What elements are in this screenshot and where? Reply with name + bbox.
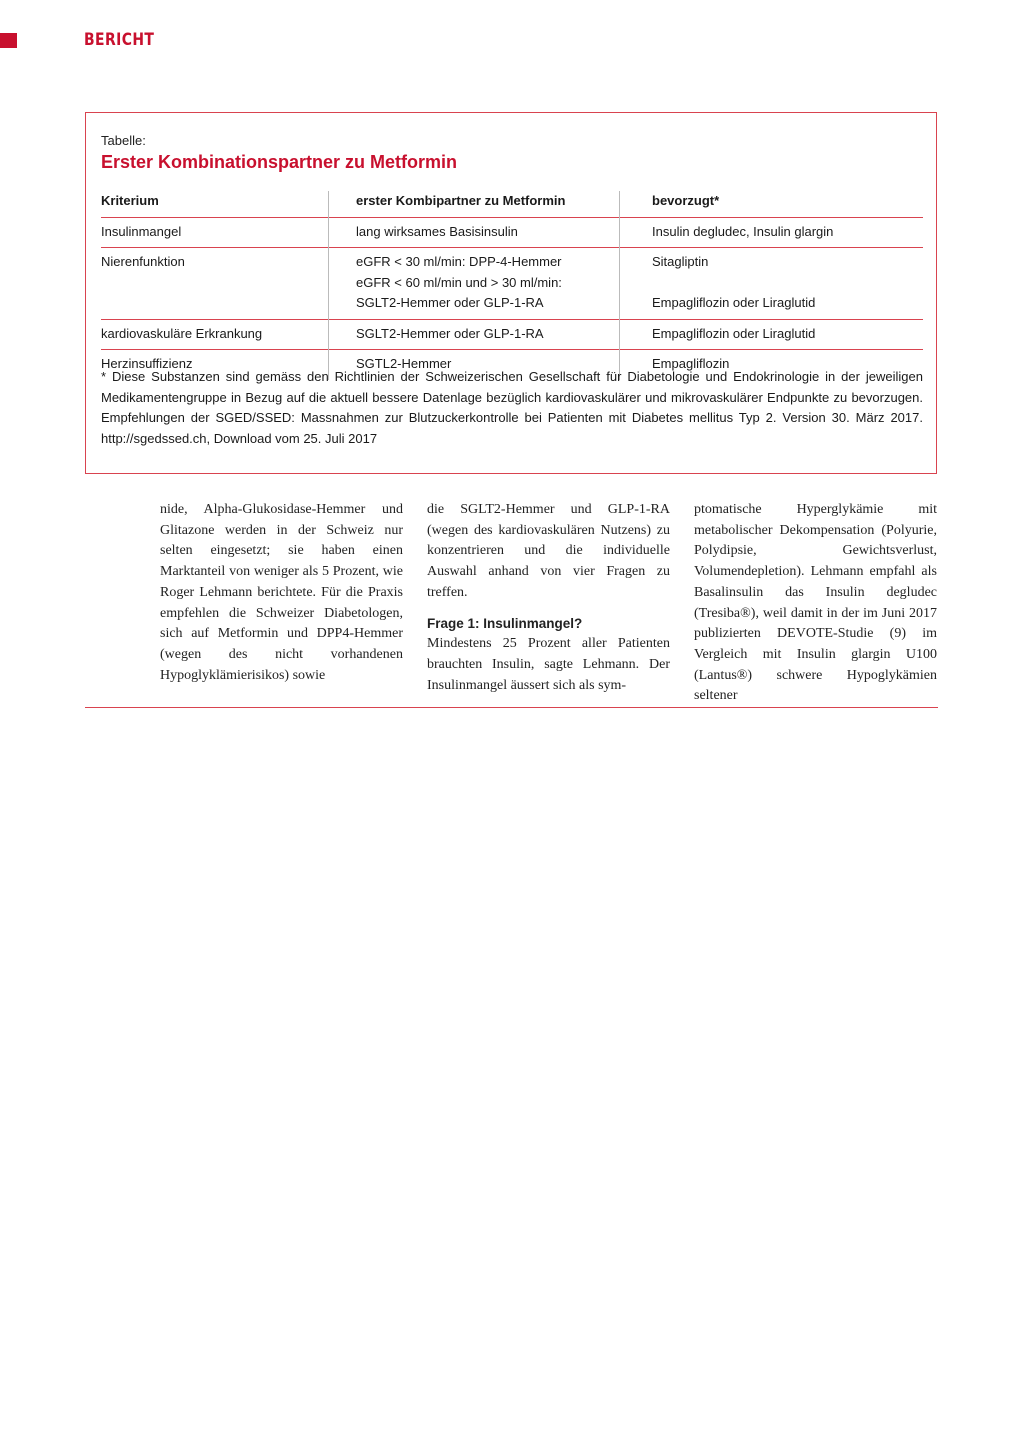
table-footnote: * Diese Substanzen sind gemäss den Richtlinien der Schweizerischen Gesellschaft für Diabetologie und Endokrinologie in der jeweiligen Medikamentengruppe in Bezug auf die aktuell bessere Datenlage bezüglich kardiovaskulärer und mikrovaskulärer Endpunkte zu bevorzugen. Empfehlungen der SGED/SSED: Massnahmen zur Blutzuckerkontrolle bei Patienten mit Diabetes mellitus Typ 2. Version 30. März 2017. http://sgedssed.ch, Download vom 25. Juli 2017: [101, 369, 923, 446]
preferred-cell: [620, 319, 924, 350]
partner-cell: [329, 319, 620, 350]
body-paragraph: die SGLT2-Hemmer und GLP-1-RA (wegen des kardiovaskulären Nutzens) zu konzentrieren und die individuelle Auswahl anhand von vier Fragen zu treffen.: [427, 502, 670, 600]
subheading: Frage 1: Insulinmangel?: [427, 615, 583, 631]
criterion-cell: Insulinmangel: [101, 223, 182, 239]
preferred-cell: [620, 248, 924, 320]
table-caption: Tabelle:: [101, 133, 146, 148]
preferred-line: Empagliflozin oder Liraglutid: [652, 295, 816, 310]
preferred-line: Insulin degludec, Insulin glargin: [652, 223, 834, 239]
table-title: Erster Kombinationspartner zu Metformin: [101, 152, 458, 172]
partner-cell: [329, 248, 620, 320]
section-label: BERICHT: [84, 30, 155, 50]
table-header-row: [101, 191, 923, 217]
preferred-line-spacer: [652, 273, 923, 294]
partner-cell: [329, 217, 620, 248]
body-paragraph: ptomatische Hyperglykämie mit metabolischer Dekompensation (Polyurie, Polydipsie, Gewichtsverlust, Volumendepletion). Lehmann empfahl als Basalinsulin das Insulin degludec (Tresiba®), weil damit in der im Juni 2017 publizierten DEVOTE-Studie (9) im Vergleich mit Insulin glargin U100 (Lantus®) schwere Hypoglykämien seltener: [694, 502, 937, 704]
section-accent-square: [0, 33, 17, 48]
criterion-cell: kardiovaskuläre Erkrankung: [101, 325, 263, 341]
partner-line: lang wirksames Basisinsulin: [356, 223, 518, 239]
body-column-3: [694, 500, 937, 707]
table-box: [85, 112, 937, 474]
partner-line: eGFR < 30 ml/min: DPP-4-Hemmer: [356, 254, 562, 269]
column-header-criterion: Kriterium: [101, 193, 159, 208]
criterion-cell: Herzinsuffizienz: [101, 356, 193, 371]
criterion-cell: Nierenfunktion: [101, 254, 185, 269]
preferred-line: Empagliflozin: [652, 356, 730, 371]
bottom-divider: [85, 707, 938, 708]
table-row: [101, 217, 923, 248]
partner-line: eGFR < 60 ml/min und > 30 ml/min:: [356, 274, 562, 290]
table-row: [101, 248, 923, 320]
preferred-line: Sitagliptin: [652, 254, 709, 269]
combination-table: [101, 191, 923, 380]
body-paragraph: Mindestens 25 Prozent aller Patienten brauchten Insulin, sagte Lehmann. Der Insulinmangel äussert sich als sym-: [427, 636, 670, 693]
column-header-preferred: bevorzugt*: [620, 191, 924, 217]
preferred-cell: [620, 217, 924, 248]
partner-line: SGTL2-Hemmer: [356, 356, 452, 371]
body-column-1: [160, 500, 403, 686]
preferred-line: Empagliflozin oder Liraglutid: [652, 325, 816, 341]
column-header-partner: erster Kombipartner zu Metformin: [329, 191, 620, 217]
body-column-2: [427, 500, 670, 696]
table-row: [101, 319, 923, 350]
body-paragraph: nide, Alpha-Glukosidase-Hemmer und Glitazone werden in der Schweiz nur selten eingesetzt; sie haben einen Marktanteil von weniger als 5 Prozent, wie Roger Lehmann berichtete. Für die Praxis empfehlen die Schweizer Diabetologen, sich auf Metformin und DPP4-Hemmer (wegen des nicht vorhandenen Hypoglyklämierisikos) sowie: [160, 502, 403, 683]
partner-line: SGLT2-Hemmer oder GLP-1-RA: [356, 295, 544, 310]
partner-line: SGLT2-Hemmer oder GLP-1-RA: [356, 325, 544, 341]
